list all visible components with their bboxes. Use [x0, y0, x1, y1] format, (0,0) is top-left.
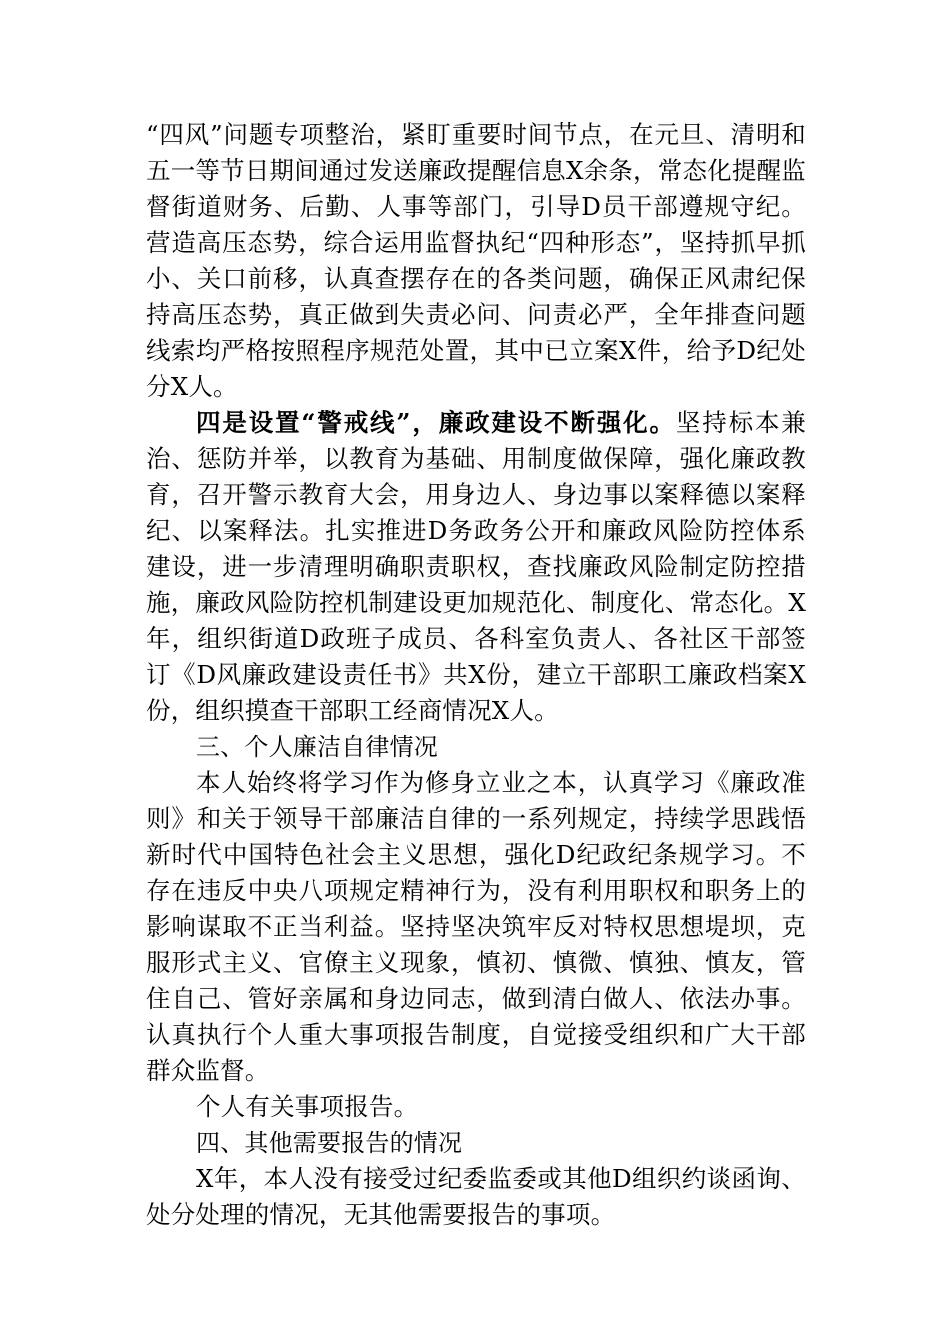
paragraph-personal-matters: 个人有关事项报告。 — [196, 1092, 419, 1121]
section-heading-three: 三、个人廉洁自律情况 — [196, 733, 438, 761]
paragraph-other-matters: X年，本人没有接受过纪委监委或其他D组织约谈函询、处分处理的情况，无其他需要报告的事项。 — [146, 1164, 806, 1229]
document-body — [146, 117, 806, 1233]
section-heading-four: 四、其他需要报告的情况 — [196, 1129, 463, 1157]
item-four-lead: 四是设置“警戒线”，廉政建设不断强化。 — [196, 408, 676, 437]
paragraph-self-discipline: 本人始终将学习作为修身立业之本，认真学习《廉政准则》和关于领导干部廉洁自律的一系列规定，持续学思践悟新时代中国特色社会主义思想，强化D纪政纪条规学习。不存在违反中央八项规定精神行为，没有利用职权和职务上的影响谋取不正当利益。坚持坚决筑牢反对特权思想堤坝，克服形式主义、官僚主义现象，慎初、慎微、慎独、慎友，管住自己、管好亲属和身边同志，做到清白做人、依法办事。认真执行个人重大事项报告制度，自觉接受组织和广大干部群众监督。 — [146, 768, 806, 1085]
item-four-body: 坚持标本兼治、惩防并举，以教育为基础、用制度做保障，强化廉政教育，召开警示教育大会，用身边人、身边事以案释德以案释纪、以案释法。扎实推进D务政务公开和廉政风险防控体系建设，进一步清理明确职责职权，查找廉政风险制定防控措施，廉政风险防控机制建设更加规范化、制度化、常态化。X年，组织街道D政班子成员、各科室负责人、各社区干部签订《D风廉政建设责任书》共X份，建立干部职工廉政档案X份，组织摸查干部职工经商情况X人。 — [146, 408, 807, 725]
paragraph-item-four — [146, 405, 806, 729]
paragraph-continued: “四风”问题专项整治，紧盯重要时间节点，在元旦、清明和五一等节日期间通过发送廉政提醒信息X余条，常态化提醒监督街道财务、后勤、人事等部门，引导D员干部遵规守纪。营造高压态势，综合运用监督执纪“四种形态”，坚持抓早抓小、关口前移，认真查摆存在的各类问题，确保正风肃纪保持高压态势，真正做到失责必问、问责必严，全年排查问题线索均严格按照程序规范处置，其中已立案X件，给予D纪处分X人。 — [146, 120, 806, 401]
